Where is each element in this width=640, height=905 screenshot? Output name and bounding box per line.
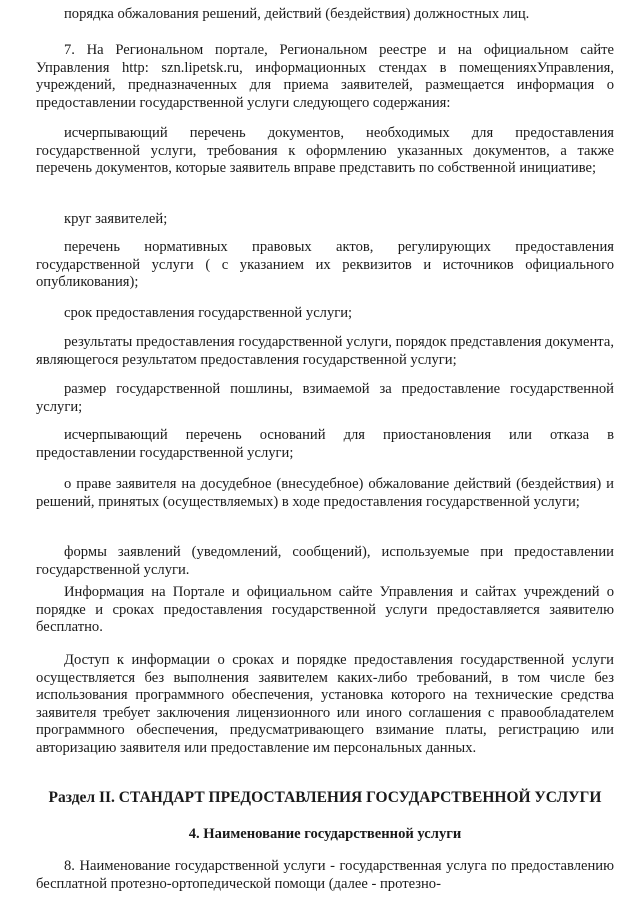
paragraph-item-7: 7. На Региональном портале, Региональном реестре и на официальном сайте Управления http: szn.lipetsk.ru, информационных стендах в помещенияхУправления, учреждений, предназначенных для приема заявителей, размещается информация о предоставлении государственной услуги следующего содержания:	[36, 42, 614, 111]
paragraph-appeal-right: о праве заявителя на досудебное (внесудебное) обжалование действий (бездействия) и решений, принятых (осуществляемых) в ходе предоставления государственной услуги;	[36, 476, 614, 510]
paragraph-applicants: круг заявителей;	[64, 211, 168, 227]
paragraph-forms: формы заявлений (уведомлений, сообщений), используемые при предоставлении государственной услуги.	[36, 544, 614, 578]
paragraph-grounds: исчерпывающий перечень оснований для приостановления или отказа в предоставлении государственной услуги;	[36, 427, 614, 461]
paragraph-term: срок предоставления государственной услуги;	[64, 305, 353, 321]
paragraph-item-8: 8. Наименование государственной услуги - государственная услуга по предоставлению бесплатной протезно-ортопедической помощи (далее - протезно-	[36, 858, 614, 892]
paragraph-legal-acts: перечень нормативных правовых актов, регулирующих предоставления государственной услуги ( с указанием их реквизитов и источников официального опубликования);	[36, 239, 614, 290]
subsection-heading: 4. Наименование государственной услуги	[188, 826, 462, 842]
paragraph-access: Доступ к информации о сроках и порядке предоставления государственной услуги осуществляется без выполнения заявителем каких-либо требований, в том числе без использования программного обеспечения, установка которого на технические средства заявителя требует заключения лицензионного или иного соглашения с правообладателем программного обеспечения, предусматривающего взимание платы, регистрацию или авторизацию заявителя или предоставление им персональных данных.	[36, 652, 614, 756]
paragraph-free-info: Информация на Портале и официальном сайте Управления и сайтах учреждений о порядке и сроках предоставления государственной услуги предоставляется заявителю бесплатно.	[36, 584, 614, 635]
paragraph-continuation: порядка обжалования решений, действий (бездействия) должностных лиц.	[64, 6, 530, 22]
paragraph-documents-list: исчерпывающий перечень документов, необходимых для предоставления государственной услуги, требования к оформлению указанных документов, а также перечень документов, которые заявитель вправе представить по собственной инициативе;	[36, 125, 614, 176]
paragraph-results: результаты предоставления государственной услуги, порядок представления документа, являющегося результатом предоставления государственной услуги;	[36, 334, 614, 368]
paragraph-fee: размер государственной пошлины, взимаемой за предоставление государственной услуги;	[36, 381, 614, 415]
section-heading: Раздел II. СТАНДАРТ ПРЕДОСТАВЛЕНИЯ ГОСУДАРСТВЕННОЙ УСЛУГИ	[48, 789, 602, 806]
